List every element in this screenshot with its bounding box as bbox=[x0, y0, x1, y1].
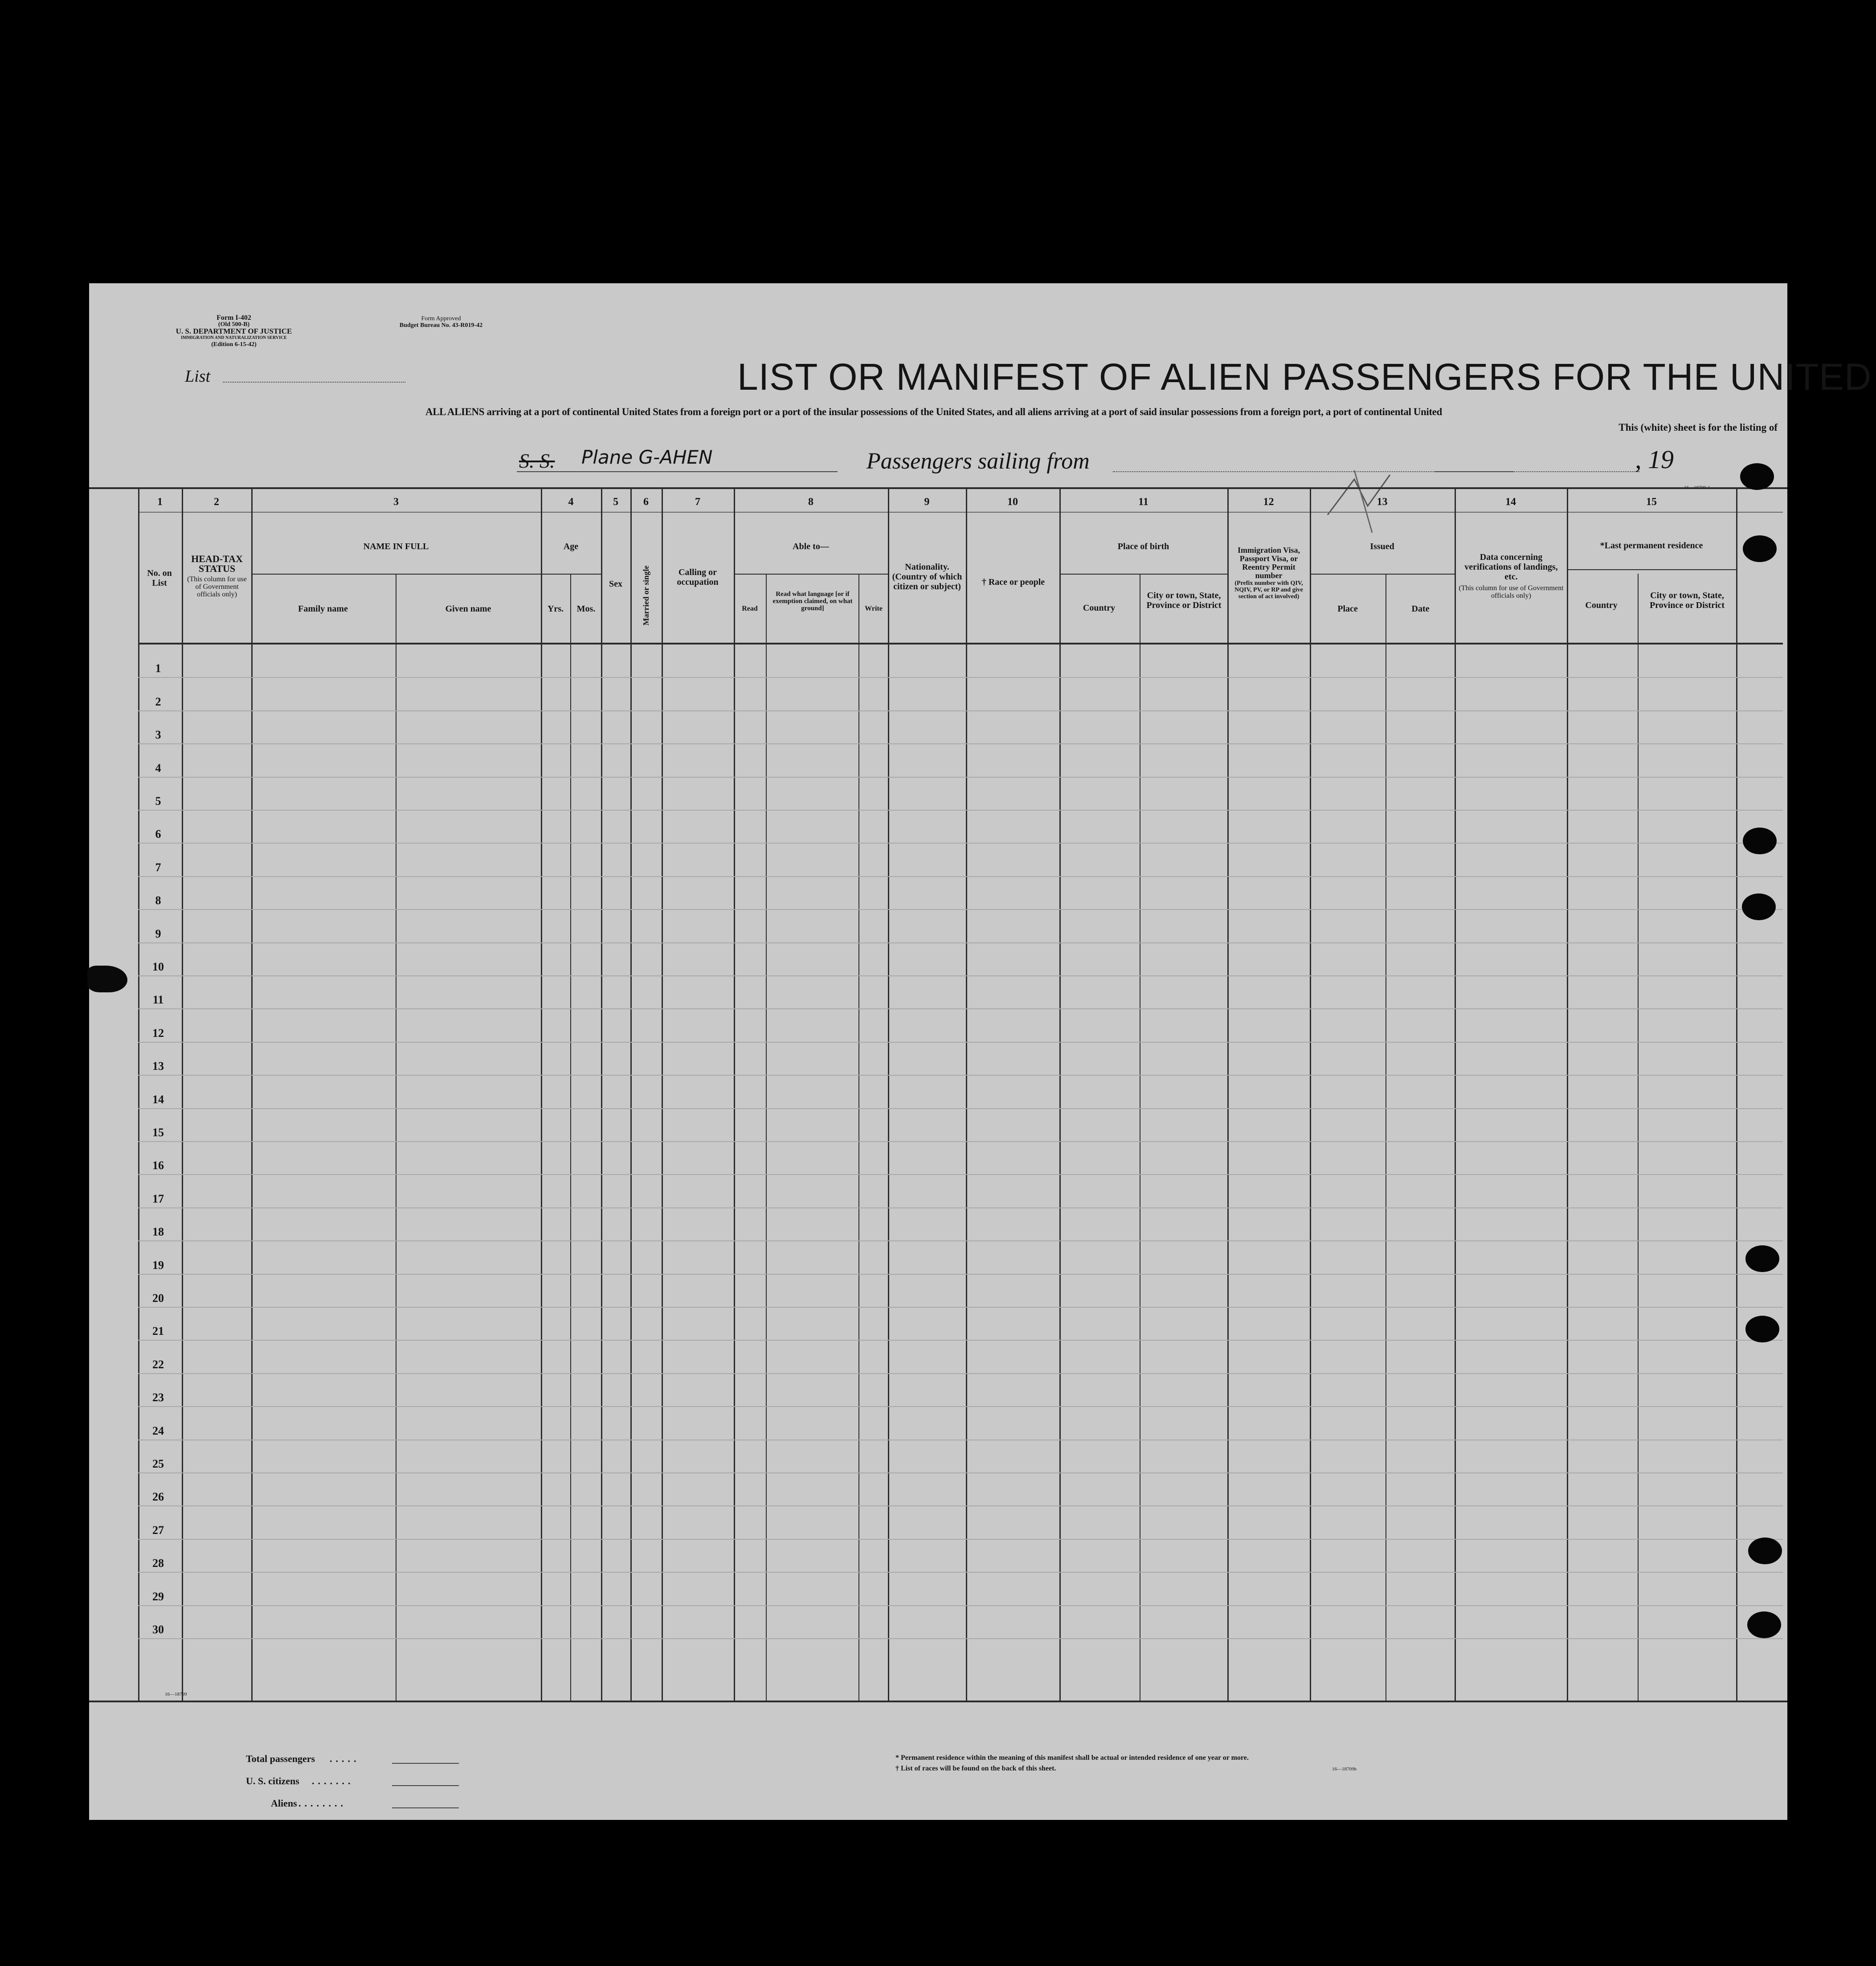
occupation-heading: Calling or occupation bbox=[677, 567, 719, 587]
column-rule bbox=[1736, 487, 1737, 1701]
punch-hole bbox=[1743, 535, 1777, 562]
row-number: 1 bbox=[155, 662, 161, 675]
row-rule bbox=[138, 1042, 1783, 1043]
row-number: 3 bbox=[155, 728, 161, 741]
residence-country-heading: Country bbox=[1585, 600, 1618, 610]
row-number: 20 bbox=[152, 1292, 164, 1305]
row-number: 4 bbox=[155, 762, 161, 775]
residence-city-heading: City or town, State, Province or District bbox=[1649, 591, 1725, 610]
vessel-prefix: S. S. bbox=[519, 449, 555, 472]
verification-note: (This column for use of Government officials only) bbox=[1459, 584, 1564, 600]
col2-heading bbox=[184, 554, 250, 598]
row-number: 24 bbox=[152, 1424, 164, 1437]
row-number: 29 bbox=[152, 1590, 164, 1603]
issued-subdivider bbox=[1310, 574, 1455, 575]
total-passengers-dots: ..... bbox=[330, 1753, 360, 1764]
row-rule bbox=[138, 843, 1783, 844]
row-number: 15 bbox=[152, 1126, 164, 1139]
row-rule bbox=[138, 1240, 1783, 1241]
edition: (Edition 6-15-42) bbox=[211, 341, 257, 348]
age-months-heading: Mos. bbox=[576, 604, 596, 614]
row-rule bbox=[138, 1141, 1783, 1142]
family-name-heading: Family name bbox=[298, 604, 348, 614]
row-rule bbox=[138, 1207, 1783, 1208]
row-rule bbox=[138, 1307, 1783, 1308]
column-rule bbox=[541, 487, 542, 1701]
row-number: 30 bbox=[152, 1623, 164, 1636]
column-rule bbox=[1455, 487, 1456, 1701]
vessel-name-handwritten: Plane G-AHEN bbox=[581, 446, 713, 468]
row-number: 6 bbox=[155, 828, 161, 840]
row-rule bbox=[138, 777, 1783, 778]
service-name: IMMIGRATION AND NATURALIZATION SERVICE bbox=[181, 335, 287, 340]
sex-heading: Sex bbox=[609, 579, 622, 589]
list-label: List bbox=[185, 367, 211, 386]
sailing-from-label: Passengers sailing from bbox=[866, 449, 1090, 474]
given-name-heading: Given name bbox=[445, 604, 491, 614]
aliens-label: Aliens bbox=[271, 1798, 297, 1809]
row-number: 21 bbox=[152, 1325, 164, 1338]
row-number: 10 bbox=[152, 960, 164, 973]
row-number: 26 bbox=[152, 1490, 164, 1503]
row-number: 9 bbox=[155, 927, 161, 940]
col10-number: 10 bbox=[1007, 496, 1018, 508]
residence-footnote: * Permanent residence within the meaning of this manifest shall be actual or intended residence of one year or more. bbox=[895, 1754, 1249, 1762]
issued-place-heading: Place bbox=[1337, 604, 1358, 614]
row-number: 19 bbox=[152, 1259, 164, 1272]
name-subdivider bbox=[251, 574, 541, 575]
issued-heading: Issued bbox=[1370, 542, 1394, 551]
col14-number: 14 bbox=[1505, 496, 1516, 508]
us-citizens-line[interactable] bbox=[392, 1785, 459, 1786]
birth-subdivider bbox=[1059, 574, 1227, 575]
row-number: 12 bbox=[152, 1027, 164, 1040]
row-rule bbox=[138, 942, 1783, 943]
column-rule bbox=[1310, 487, 1311, 1701]
col7-number: 7 bbox=[695, 496, 700, 508]
manifest-sheet bbox=[89, 283, 1872, 1820]
age-subdivider bbox=[541, 574, 601, 575]
total-passengers-label: Total passengers bbox=[246, 1753, 315, 1764]
row-rule bbox=[138, 1539, 1783, 1540]
page-title: LIST OR MANIFEST OF ALIEN PASSENGERS FOR THE UNITED bbox=[737, 356, 1872, 398]
year-prefix: , 19 bbox=[1635, 445, 1674, 474]
able-to-heading: Able to— bbox=[793, 542, 829, 551]
col13-number: 13 bbox=[1377, 496, 1388, 508]
col2-number: 2 bbox=[214, 496, 219, 508]
form-number: Form I-402 bbox=[217, 314, 251, 322]
total-passengers-line[interactable] bbox=[392, 1763, 459, 1764]
visa-heading bbox=[1229, 546, 1309, 600]
last-residence-heading: *Last permanent residence bbox=[1600, 541, 1703, 551]
column-rule bbox=[858, 574, 859, 1701]
punch-hole bbox=[1747, 1611, 1781, 1638]
budget-bureau: Budget Bureau No. 43-R019-42 bbox=[399, 322, 483, 329]
row-number: 2 bbox=[155, 695, 161, 708]
read-language-heading: Read what language [or if exemption claimed, on what ground] bbox=[772, 591, 853, 612]
verification-label: Data concerning verifications of landings, etc. bbox=[1464, 552, 1558, 582]
row-rule bbox=[138, 909, 1783, 910]
race-heading: † Race or people bbox=[981, 577, 1045, 587]
punch-hole bbox=[1740, 463, 1774, 490]
row-rule bbox=[138, 1274, 1783, 1275]
aliens-line[interactable] bbox=[392, 1807, 459, 1808]
subtitle: ALL ALIENS arriving at a port of continental United States from a foreign port or a port of the insular possessions of the United States, and all aliens arriving at a port of said insular possessions from a foreign port, a port of continental United bbox=[425, 406, 1442, 417]
able-to-subdivider bbox=[734, 574, 888, 575]
column-rule bbox=[662, 487, 663, 1701]
col6-number: 6 bbox=[643, 496, 649, 508]
row-rule bbox=[138, 1406, 1783, 1407]
form-approved: Form Approved bbox=[421, 315, 461, 322]
row-rule bbox=[138, 810, 1783, 811]
table-bottom-rule bbox=[89, 1701, 1787, 1702]
table-header-bottom-rule bbox=[138, 643, 1783, 644]
write-heading: Write bbox=[865, 605, 883, 612]
issued-date-heading: Date bbox=[1411, 604, 1430, 614]
column-rule bbox=[734, 487, 735, 1701]
row-number: 11 bbox=[152, 993, 164, 1006]
column-rule bbox=[1567, 487, 1568, 1701]
visa-label: Immigration Visa, Passport Visa, or Reentry Permit number bbox=[1237, 546, 1300, 580]
col15-number: 15 bbox=[1646, 496, 1657, 508]
old-form-number: (Old 500-B) bbox=[218, 321, 250, 328]
subtitle-continued: This (white) sheet is for the listing of bbox=[1619, 422, 1778, 433]
col3-number: 3 bbox=[393, 496, 399, 508]
row-rule bbox=[138, 743, 1783, 744]
row-rule bbox=[138, 1075, 1783, 1076]
punch-hole bbox=[1745, 1316, 1779, 1342]
column-rule bbox=[630, 487, 632, 1701]
age-heading: Age bbox=[563, 542, 579, 551]
column-rule bbox=[601, 487, 602, 1701]
column-number-rule bbox=[138, 512, 1783, 513]
column-rule bbox=[966, 487, 967, 1701]
col9-number: 9 bbox=[924, 496, 930, 508]
verification-heading bbox=[1458, 552, 1565, 600]
row-rule bbox=[138, 1373, 1783, 1374]
marital-status-heading: Married or single bbox=[642, 565, 650, 626]
row-rule bbox=[138, 1008, 1783, 1009]
row-rule bbox=[138, 1572, 1783, 1573]
row-rule bbox=[138, 677, 1783, 678]
row-number: 28 bbox=[152, 1557, 164, 1570]
column-rule bbox=[1227, 487, 1229, 1701]
us-citizens-label: U. S. citizens bbox=[246, 1775, 299, 1787]
footnote-code: 16—18709b bbox=[1332, 1766, 1357, 1772]
aliens-dots: ........ bbox=[298, 1798, 347, 1809]
row-rule bbox=[138, 1605, 1783, 1606]
row-number: 8 bbox=[155, 894, 161, 907]
col5-number: 5 bbox=[613, 496, 618, 508]
col8-number: 8 bbox=[808, 496, 813, 508]
row-number: 23 bbox=[152, 1391, 164, 1404]
punch-hole bbox=[1748, 1538, 1782, 1564]
row-number: 14 bbox=[152, 1093, 164, 1106]
table-top-rule bbox=[89, 487, 1787, 489]
column-rule bbox=[251, 487, 253, 1701]
bottom-code: 16—18709 bbox=[165, 1692, 187, 1697]
row-rule bbox=[138, 975, 1783, 976]
row-rule bbox=[138, 1505, 1783, 1506]
binding-tab bbox=[87, 966, 127, 992]
column-rule bbox=[888, 487, 889, 1701]
nationality-heading: Nationality. (Country of which citizen or subject) bbox=[892, 562, 962, 591]
row-number: 13 bbox=[152, 1060, 164, 1073]
column-rule bbox=[570, 574, 571, 1701]
row-number: 18 bbox=[152, 1225, 164, 1238]
age-years-heading: Yrs. bbox=[547, 604, 564, 614]
read-heading: Read bbox=[742, 605, 758, 612]
col1-number: 1 bbox=[157, 496, 163, 508]
races-footnote: † List of races will be found on the back of this sheet. bbox=[895, 1765, 1056, 1772]
place-of-birth-heading: Place of birth bbox=[1117, 542, 1169, 551]
head-tax-label: HEAD-TAX STATUS bbox=[191, 553, 243, 574]
row-number: 25 bbox=[152, 1457, 164, 1470]
birth-country-heading: Country bbox=[1083, 603, 1116, 613]
department-name: U. S. DEPARTMENT OF JUSTICE bbox=[176, 327, 292, 335]
column-rule bbox=[766, 574, 767, 1701]
col1-heading: No. on List bbox=[147, 568, 172, 588]
column-rule bbox=[1059, 487, 1061, 1701]
head-tax-note: (This column for use of Government officials only) bbox=[187, 575, 247, 598]
row-rule bbox=[138, 1472, 1783, 1473]
row-rule bbox=[138, 1638, 1783, 1639]
row-rule bbox=[138, 1174, 1783, 1175]
us-citizens-dots: ....... bbox=[312, 1775, 354, 1787]
row-rule bbox=[138, 1340, 1783, 1341]
row-number: 16 bbox=[152, 1159, 164, 1172]
residence-subdivider bbox=[1567, 569, 1736, 570]
punch-hole bbox=[1742, 893, 1776, 920]
row-rule bbox=[138, 710, 1783, 711]
row-number: 17 bbox=[152, 1192, 164, 1205]
punch-hole bbox=[1743, 828, 1777, 854]
birth-city-heading: City or town, State, Province or District bbox=[1146, 591, 1222, 610]
column-rule bbox=[1638, 574, 1639, 1701]
punch-hole bbox=[1745, 1245, 1779, 1272]
row-number: 7 bbox=[155, 861, 161, 874]
col12-number: 12 bbox=[1263, 496, 1274, 508]
row-number: 5 bbox=[155, 795, 161, 808]
row-rule bbox=[138, 876, 1783, 877]
col4-number: 4 bbox=[568, 496, 574, 508]
row-number: 27 bbox=[152, 1524, 164, 1537]
name-in-full-heading: NAME IN FULL bbox=[363, 542, 429, 551]
col11-number: 11 bbox=[1138, 496, 1148, 508]
visa-note: (Prefix number with QIV, NQIV, PV, or RP and give section of act involved) bbox=[1234, 580, 1303, 600]
row-rule bbox=[138, 1108, 1783, 1109]
row-number: 22 bbox=[152, 1358, 164, 1371]
column-rule bbox=[182, 487, 183, 1701]
